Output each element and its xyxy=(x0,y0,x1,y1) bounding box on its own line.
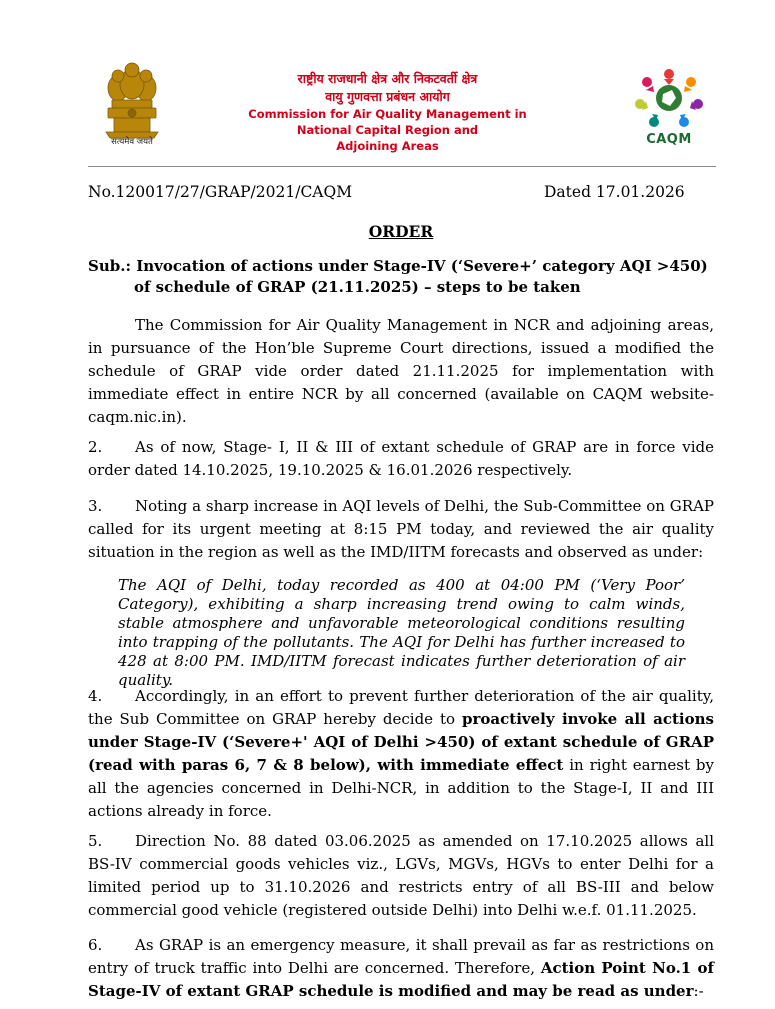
header-title-hindi-1: राष्ट्रीय राजधानी क्षेत्र और निकटवर्ती क्षेत्र xyxy=(297,71,478,86)
order-date: Dated 17.01.2026 xyxy=(544,183,685,201)
header-divider xyxy=(88,166,716,167)
document-heading: ORDER xyxy=(368,222,434,241)
observation-quote: The AQI of Delhi, today recorded as 400 at 04:00 PM (‘Very Poor’ Category), exhibiting a sharp increasing trend owing to calm winds, stable atmosphere and unfavorable meteorological conditions resulting into trapping of the pollutants. The AQI for Delhi has further increased to 428 at 8:00 PM. IMD/IITM forecast indicates further deterioration of air quality. xyxy=(118,576,685,689)
header-title-english-2: National Capital Region and xyxy=(296,123,479,137)
emblem-motto: सत्यमेव जयते xyxy=(111,137,153,147)
paragraph-2 xyxy=(88,436,714,482)
paragraph-3-text: Noting a sharp increase in AQI levels of Delhi, the Sub-Committee on GRAP called for its urgent meeting at 8:15 PM today, and reviewed the air quality situation in the region as well as the IMD/IITM forecasts and observed as under: xyxy=(88,497,714,561)
header-title-english-3: Adjoining Areas xyxy=(336,139,439,153)
paragraph-6-emphasis: Action Point No.1 of Stage-IV of extant GRAP schedule is modified and may be read as under xyxy=(88,959,714,1000)
paragraph-5-text: Direction No. 88 dated 03.06.2025 as amended on 17.10.2025 allows all BS-IV commercial goods vehicles viz., LGVs, MGVs, HGVs to enter Delhi for a limited period up to 31.10.2026 and restricts entry of all BS-III and below commercial good vehicle (registered outside Delhi) into Delhi w.e.f. 01.11.2025. xyxy=(88,832,714,919)
paragraph-4 xyxy=(88,685,714,823)
header-title-hindi-2: वायु गुणवत्ता प्रबंधन आयोग xyxy=(325,89,450,104)
header-title-english-1: Commission for Air Quality Management in xyxy=(248,107,527,121)
paragraph-5 xyxy=(88,830,714,922)
paragraph-6-number: 6. xyxy=(88,936,103,954)
paragraph-4-text-a: Accordingly, in an effort to prevent further deterioration of the air quality, the Sub Committee on GRAP hereby decide to xyxy=(88,687,714,728)
paragraph-6-text-a: As GRAP is an emergency measure, it shall prevail as far as restrictions on entry of truck traffic into Delhi are concerned. Therefore, xyxy=(88,936,714,977)
paragraph-4-number: 4. xyxy=(88,687,103,705)
paragraph-2-number: 2. xyxy=(88,438,103,456)
caqm-logo-text: CAQM xyxy=(646,132,692,147)
paragraph-4-emphasis: proactively invoke all actions under Stage-IV (‘Severe+' AQI of Delhi >450) of extant schedule of GRAP (read with paras 6, 7 & 8 below), with immediate effect xyxy=(88,710,714,774)
paragraph-3 xyxy=(88,495,714,564)
paragraph-3-number: 3. xyxy=(88,497,103,515)
paragraph-2-text: As of now, Stage- I, II & III of extant schedule of GRAP are in force vide order dated 14.10.2025, 19.10.2025 & 16.01.2026 respectively. xyxy=(88,438,714,479)
subject-line: Sub.: Invocation of actions under Stage-IV (‘Severe+’ category AQI >450) of schedule of GRAP (21.11.2025) – steps to be taken xyxy=(88,257,708,296)
paragraph-4-text-c: in right earnest by all the agencies concerned in Delhi-NCR, in addition to the Stage-I, II and III actions already in force. xyxy=(88,756,714,820)
paragraph-5-number: 5. xyxy=(88,832,103,850)
paragraph-6 xyxy=(88,934,714,1003)
paragraph-1: The Commission for Air Quality Management in NCR and adjoining areas, in pursuance of the Hon’ble Supreme Court directions, issued a modified the schedule of GRAP vide order dated 21.11.2025 for implementation with immediate effect in entire NCR by all concerned (available on CAQM website-caqm.nic.in). xyxy=(88,316,714,426)
paragraph-6-text-c: :- xyxy=(693,982,704,1000)
reference-number: No.120017/27/GRAP/2021/CAQM xyxy=(88,183,353,201)
